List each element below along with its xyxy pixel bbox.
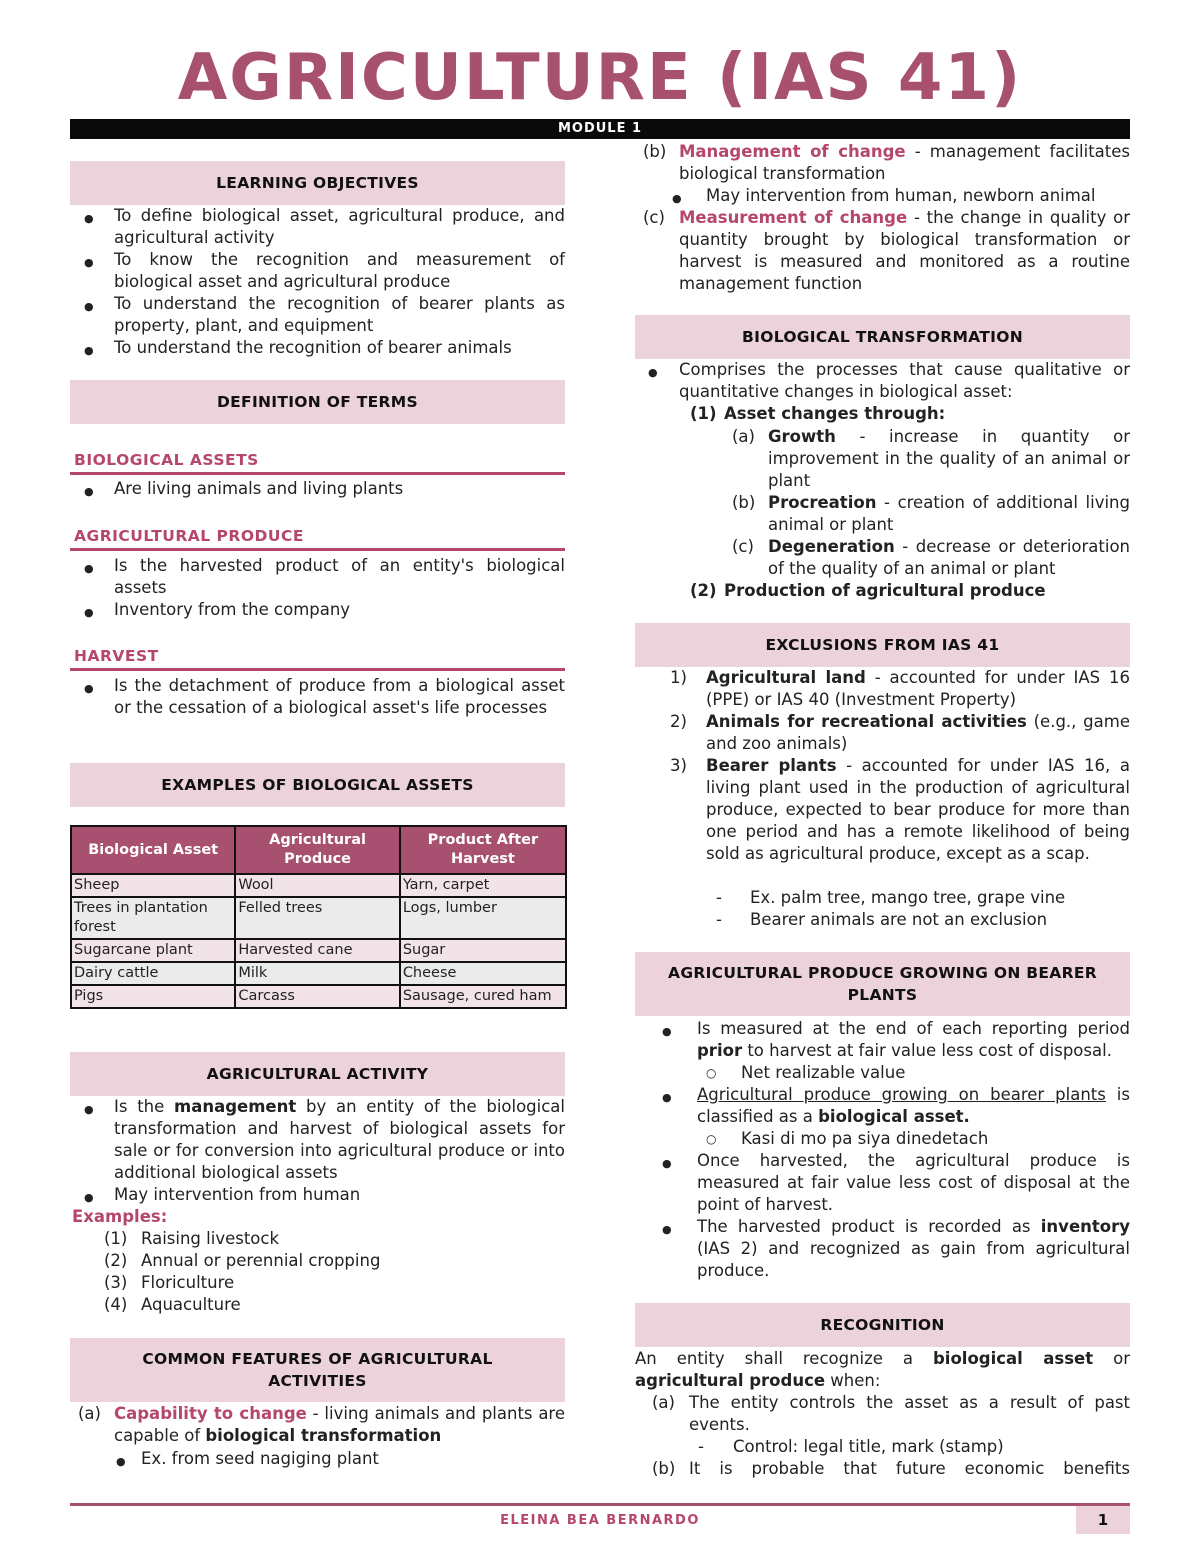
- bullet-icon: ●: [84, 606, 94, 619]
- transformation-intro: Comprises the processes that cause qualitative or quantitative changes in biological asset:: [679, 360, 1130, 401]
- dash-icon: -: [698, 1437, 704, 1456]
- text-run-bold: prior: [697, 1041, 743, 1060]
- sub-label: (b): [732, 493, 756, 512]
- feature-label: (a): [78, 1404, 101, 1423]
- text-run-bold: Degeneration: [768, 537, 895, 556]
- table-cell: Cheese: [400, 962, 566, 985]
- feature-label: (b): [643, 142, 667, 161]
- text-run: Is measured at the end of each reporting period: [697, 1019, 1130, 1038]
- text-run: - management facilitates biological transformation: [679, 142, 1131, 183]
- definition-item: Are living animals and living plants: [114, 479, 404, 498]
- page-title: AGRICULTURE (IAS 41): [177, 41, 1023, 115]
- objective-item: To know the recognition and measurement of biological asset and agricultural produce: [114, 250, 565, 291]
- text-run-bold: biological transformation: [205, 1426, 442, 1445]
- table-cell: Yarn, carpet: [400, 874, 566, 897]
- list-num: 2): [670, 712, 687, 731]
- table-cell: Milk: [235, 962, 399, 985]
- divider: [70, 472, 565, 475]
- bearer-item: [697, 1084, 1130, 1128]
- learning-objectives-heading: LEARNING OBJECTIVES: [70, 161, 565, 205]
- harvest-label: HARVEST: [74, 647, 159, 665]
- table-cell: Dairy cattle: [71, 962, 235, 985]
- objective-item: To understand the recognition of bearer plants as property, plant, and equipment: [114, 294, 565, 335]
- list-num: (a): [652, 1393, 675, 1412]
- feature-c: [679, 207, 1130, 295]
- table-header: Biological Asset: [71, 826, 235, 874]
- text-run: by an entity of the biological transformation and harvest of biological assets for sale or for conversion into agricultural produce or into additional biological assets: [114, 1097, 566, 1182]
- table-row: [71, 985, 566, 1008]
- text-run: - accounted for under IAS 16, a living plant used in the production of agricultural produce, expected to bear produce for more than one period and has a remote likelihood of being sold as agricultural produce, except as a scap.: [706, 756, 1130, 863]
- table-cell: Logs, lumber: [400, 897, 566, 939]
- text-run-bold: biological asset.: [818, 1107, 970, 1126]
- definition-item: Is the detachment of produce from a biological asset or the cessation of a biological asset's life processes: [114, 676, 565, 717]
- module-bar: MODULE 1: [70, 119, 1130, 139]
- feature-title: Management of change: [679, 142, 906, 161]
- bearer-plants-heading: AGRICULTURAL PRODUCE GROWING ON BEARER PLANTS: [635, 952, 1130, 1016]
- bullet-icon: ●: [84, 1103, 94, 1116]
- dash-item: Control: legal title, mark (stamp): [733, 1437, 1004, 1456]
- feature-title: Measurement of change: [679, 208, 908, 227]
- table-cell: Sugar: [400, 939, 566, 962]
- bullet-icon: ●: [662, 1223, 672, 1236]
- example-item: Annual or perennial cropping: [141, 1251, 381, 1270]
- table-row: [71, 962, 566, 985]
- table-cell: Sausage, cured ham: [400, 985, 566, 1008]
- list-num: (2): [690, 581, 717, 600]
- list-item: Production of agricultural produce: [724, 581, 1046, 600]
- biological-assets-label: BIOLOGICAL ASSETS: [74, 451, 259, 469]
- bullet-icon: ●: [116, 1455, 126, 1468]
- bullet-icon: ●: [662, 1157, 672, 1170]
- list-num: 3): [670, 756, 687, 775]
- feature-label: (c): [643, 208, 665, 227]
- circle-bullet-icon: ○: [706, 1132, 717, 1146]
- text-run: is classified as a: [697, 1085, 1130, 1126]
- activity-item: [114, 1096, 565, 1184]
- definition-item: Is the harvested product of an entity's biological assets: [114, 556, 565, 597]
- definition-item: Inventory from the company: [114, 600, 351, 619]
- text-run: or: [1093, 1349, 1130, 1368]
- text-run: - increase in quantity or improvement in the quality of an animal or plant: [768, 427, 1130, 490]
- feature-b: [679, 141, 1130, 185]
- text-run-underline: Agricultural produce growing on bearer plants: [697, 1085, 1106, 1104]
- text-run-bold: Procreation: [768, 493, 877, 512]
- text-run: - the change in quality or quantity brought by biological transformation or harvest is measured and monitored as a routine management function: [679, 208, 1130, 293]
- table-header: Product After Harvest: [400, 826, 566, 874]
- example-item: Aquaculture: [141, 1295, 241, 1314]
- text-run-bold: Animals for recreational activities: [706, 712, 1027, 731]
- biological-assets-table: [70, 825, 567, 1009]
- table-cell: Sheep: [71, 874, 235, 897]
- list-item: Asset changes through:: [724, 404, 946, 423]
- table-row: [71, 874, 566, 897]
- bullet-icon: ●: [662, 1091, 672, 1104]
- examples-label: Examples:: [72, 1207, 168, 1226]
- bullet-icon: ●: [84, 256, 94, 269]
- example-item: Raising livestock: [141, 1229, 280, 1248]
- divider: [70, 668, 565, 671]
- feature-bullet: Ex. from seed nagiging plant: [141, 1449, 379, 1468]
- bullet-icon: ●: [84, 562, 94, 575]
- recognition-intro: [635, 1348, 1130, 1392]
- table-cell: Pigs: [71, 985, 235, 1008]
- text-run: Is the: [114, 1097, 175, 1116]
- feature-a: [114, 1403, 565, 1447]
- example-num: (1): [104, 1229, 128, 1248]
- text-run: The harvested product is recorded as: [697, 1217, 1041, 1236]
- list-num: (b): [652, 1459, 676, 1478]
- recognition-heading: RECOGNITION: [635, 1303, 1130, 1347]
- examples-heading: EXAMPLES OF BIOLOGICAL ASSETS: [70, 763, 565, 807]
- page-number: 1: [1076, 1506, 1130, 1534]
- objective-item: To define biological asset, agricultural produce, and agricultural activity: [114, 206, 565, 247]
- text-run: (IAS 2) and recognized as gain from agricultural produce.: [697, 1239, 1130, 1280]
- recognition-item: The entity controls the asset as a result of past events.: [689, 1393, 1130, 1434]
- bearer-item: Once harvested, the agricultural produce is measured at fair value less cost of disposal at the point of harvest.: [697, 1151, 1130, 1214]
- exclusion-item: [706, 755, 1130, 865]
- agricultural-activity-heading: AGRICULTURAL ACTIVITY: [70, 1052, 565, 1096]
- exclusion-item: [706, 711, 1130, 755]
- footer-divider: [70, 1503, 1130, 1506]
- list-num: (1): [690, 404, 717, 423]
- bullet-icon: ●: [84, 1191, 94, 1204]
- exclusion-item: [706, 667, 1130, 711]
- objective-item: To understand the recognition of bearer animals: [114, 338, 512, 357]
- table-row: [71, 897, 566, 939]
- list-num: 1): [670, 668, 687, 687]
- bullet-icon: ●: [84, 344, 94, 357]
- common-features-heading: COMMON FEATURES OF AGRICULTURAL ACTIVITIES: [70, 1338, 565, 1402]
- table-cell: Carcass: [235, 985, 399, 1008]
- table-cell: Felled trees: [235, 897, 399, 939]
- bullet-icon: ●: [84, 212, 94, 225]
- dash-icon: -: [716, 888, 722, 907]
- text-run-bold: Growth: [768, 427, 836, 446]
- text-run: when:: [825, 1371, 881, 1390]
- bullet-icon: ●: [662, 1025, 672, 1038]
- bearer-sub: Kasi di mo pa siya dinedetach: [741, 1129, 989, 1148]
- text-run-bold: Agricultural land: [706, 668, 866, 687]
- footer-author: ELEINA BEA BERNARDO: [500, 1513, 700, 1528]
- sub-label: (a): [732, 427, 755, 446]
- agricultural-produce-label: AGRICULTURAL PRODUCE: [74, 527, 304, 545]
- bearer-item: [697, 1216, 1130, 1282]
- text-run: - accounted for under IAS 16 (PPE) or IAS 40 (Investment Property): [706, 668, 1130, 709]
- feature-bullet: May intervention from human, newborn animal: [706, 186, 1096, 205]
- activity-item: May intervention from human: [114, 1185, 361, 1204]
- text-run: to harvest at fair value less cost of disposal.: [742, 1041, 1112, 1060]
- table-header-row: [71, 826, 566, 874]
- bullet-icon: ●: [84, 300, 94, 313]
- feature-title: Capability to change: [114, 1404, 307, 1423]
- table-cell: Wool: [235, 874, 399, 897]
- text-run: - decrease or deterioration of the quality of an animal or plant: [768, 537, 1130, 578]
- table-cell: Harvested cane: [235, 939, 399, 962]
- definition-of-terms-heading: DEFINITION OF TERMS: [70, 380, 565, 424]
- sub-item: [768, 536, 1130, 580]
- recognition-item: It is probable that future economic benefits: [689, 1459, 1130, 1478]
- example-item: Floriculture: [141, 1273, 235, 1292]
- bullet-icon: ●: [672, 192, 682, 205]
- text-run: (e.g., game and zoo animals): [706, 712, 1130, 753]
- circle-bullet-icon: ○: [706, 1066, 717, 1080]
- bearer-sub: Net realizable value: [741, 1063, 906, 1082]
- text-run-bold: Bearer plants: [706, 756, 837, 775]
- sub-label: (c): [732, 537, 754, 556]
- example-num: (4): [104, 1295, 128, 1314]
- bearer-item: [697, 1018, 1130, 1062]
- exclusions-heading: EXCLUSIONS FROM IAS 41: [635, 623, 1130, 667]
- example-num: (3): [104, 1273, 128, 1292]
- text-run-bold: biological asset: [932, 1349, 1094, 1368]
- text-run-bold: management: [174, 1097, 297, 1116]
- text-run: - creation of additional living animal or plant: [768, 493, 1130, 534]
- divider: [70, 548, 565, 551]
- bullet-icon: ●: [84, 485, 94, 498]
- bullet-icon: ●: [84, 682, 94, 695]
- table-cell: Sugarcane plant: [71, 939, 235, 962]
- dash-item: Bearer animals are not an exclusion: [750, 910, 1048, 929]
- biological-transformation-heading: BIOLOGICAL TRANSFORMATION: [635, 315, 1130, 359]
- text-run: - living animals and plants are capable of: [114, 1404, 566, 1445]
- table-row: [71, 939, 566, 962]
- dash-item: Ex. palm tree, mango tree, grape vine: [750, 888, 1066, 907]
- sub-item: [768, 426, 1130, 492]
- text-run-bold: inventory: [1040, 1217, 1130, 1236]
- example-num: (2): [104, 1251, 128, 1270]
- text-run-bold: agricultural produce: [635, 1371, 826, 1390]
- dash-icon: -: [716, 910, 722, 929]
- table-header: Agricultural Produce: [235, 826, 399, 874]
- sub-item: [768, 492, 1130, 536]
- text-run: An entity shall recognize a: [635, 1349, 933, 1368]
- table-cell: Trees in plantation forest: [71, 897, 235, 939]
- bullet-icon: ●: [648, 366, 658, 379]
